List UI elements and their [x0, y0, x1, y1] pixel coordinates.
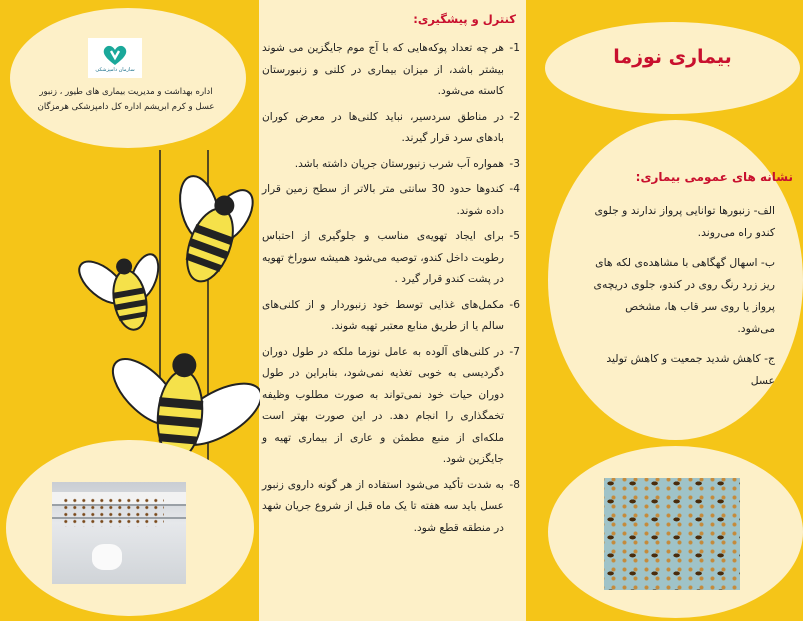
list-item: 7- در کلنی‌های آلوده به عامل نوزما ملکه در طول دوران دگردیسی به خوبی تغذیه نمی‌شود، بنابراین در طول دوران حیات خود نمی‌تواند به صورت مطلوب وظیفه تخمگذاری را انجام دهد. در این صورت بهتر است ملکه‌ای از منبع مطمئن و عاری از بیماری تهیه و جایگزین شود. [262, 345, 520, 465]
bee-icon [144, 162, 260, 292]
org-oval [10, 8, 246, 148]
prevention-list [262, 38, 520, 543]
list-item: 3- همواره آب شرب زنبورستان جریان داشته باشد. [294, 157, 520, 170]
page-title: بیماری نوزما [613, 46, 732, 68]
list-item: ج- کاهش شدید جمعیت و کاهش تولید عسل [606, 352, 775, 387]
symptoms-title: نشانه های عمومی بیماری: [635, 170, 793, 184]
bees-photo [604, 478, 740, 590]
prevention-title: کنترل و پیشگیری: [413, 12, 516, 26]
list-item: 6- مکمل‌های غذایی توسط خود زنبوردار و از کلنی‌های سالم یا از طریق منابع معتبر تهیه شوند. [262, 298, 520, 332]
list-item: 4- کندوها حدود 30 سانتی متر بالاتر از سطح زمین قرار داده شوند. [262, 183, 520, 217]
list-item: 8- به شدت تأکید می‌شود استفاده از هر گونه داروی زنبور عسل باید سه هفته تا یک ماه قبل از شروع جریان شهد در منطقه قطع شود. [262, 478, 520, 534]
list-item: 5- برای ایجاد تهویه‌ی مناسب و جلوگیری از احتباس رطوبت داخل کندو، توصیه می‌شود همیشه سوراخ تهویه در پشت کندو قرار گیرد . [262, 230, 520, 285]
heart-logo-icon [100, 43, 130, 67]
bees-illustration [60, 150, 260, 470]
list-item: 2- در مناطق سردسیر، نباید کلنی‌ها در معرض کوران بادهای سرد قرار گیرند. [262, 110, 520, 144]
list-item: ب- اسهال گهگاهی با مشاهده‌ی لکه های ریز زرد رنگ روی در کندو، جلوی دریچه‌ی پرواز یا روی سر قاب ها، مشخص می‌شود. [593, 256, 775, 335]
logo-text: سازمان دامپزشکی [95, 67, 135, 73]
hive-photo [52, 482, 186, 584]
title-oval [545, 22, 800, 114]
list-item: الف- زنبورها توانایی پرواز ندارند و جلوی کندو راه می‌روند. [594, 204, 775, 239]
list-item: 1- هر چه تعداد پوکه‌هایی که با آج موم جایگزین می شوند بیشتر باشد، از میزان بیماری در کلنی و زنبورستان کاسته می‌شود. [262, 42, 520, 97]
symptoms-list [585, 200, 775, 400]
org-description: اداره بهداشت و مدیریت بیماری های طیور ، زنبور عسل و کرم ابریشم اداره کل دامپزشکی هرمزگان [37, 87, 215, 112]
bee-icon [69, 241, 175, 338]
org-logo [88, 38, 142, 78]
